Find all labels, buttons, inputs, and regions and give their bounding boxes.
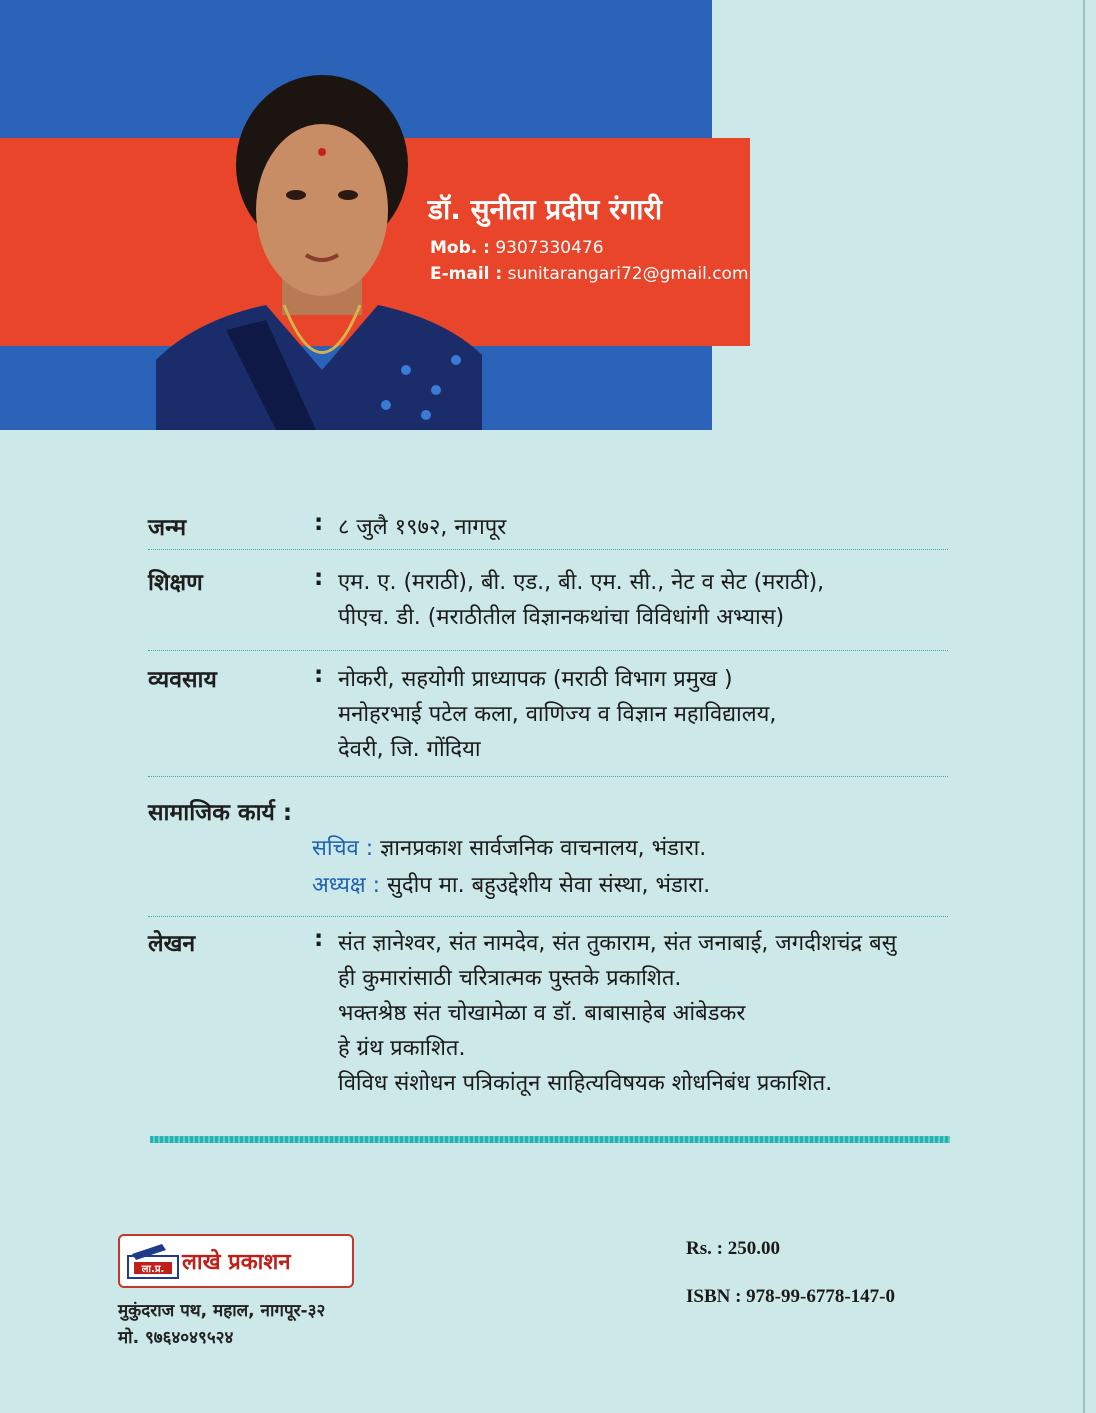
- publisher-book-icon: [126, 1242, 180, 1280]
- social-label: सामाजिक कार्य :: [148, 800, 293, 826]
- occupation-line: देवरी, जि. गोंदिया: [338, 737, 481, 762]
- social-role: सचिव :: [312, 836, 374, 861]
- writing-line: हे ग्रंथ प्रकाशित.: [338, 1036, 466, 1061]
- divider: [148, 650, 948, 651]
- social-row: [148, 795, 956, 831]
- divider: [148, 916, 948, 917]
- isbn: ISBN : 978-99-6778-147-0: [686, 1286, 895, 1307]
- colon: :: [314, 926, 324, 952]
- colon: :: [314, 662, 324, 688]
- author-mobile: [430, 238, 604, 258]
- publisher-name: लाखे प्रकाशन: [182, 1250, 291, 1275]
- email-address: sunitarangari72@gmail.com: [507, 264, 749, 284]
- education-line: पीएच. डी. (मराठीतील विज्ञानकथांचा विविधांगी अभ्यास): [338, 605, 785, 630]
- occupation-row: [148, 662, 956, 770]
- teal-divider-bar: [150, 1136, 950, 1143]
- writing-row: [148, 926, 956, 1106]
- divider: [148, 776, 948, 777]
- education-row: [148, 565, 956, 637]
- email-label: E-mail :: [430, 264, 503, 284]
- social-text: ज्ञानप्रकाश सार्वजनिक वाचनालय, भंडारा.: [373, 836, 707, 861]
- education-label: शिक्षण: [148, 570, 203, 596]
- spine-fold-line: [1083, 0, 1085, 1413]
- social-item: [312, 869, 710, 899]
- birth-label: जन्म: [148, 515, 187, 541]
- occupation-value: [338, 662, 776, 767]
- writing-line: संत ज्ञानेश्वर, संत नामदेव, संत तुकाराम, संत जनाबाई, जगदीशचंद्र बसु: [338, 931, 897, 956]
- publisher-address: मुकुंदराज पथ, महाल, नागपूर-३२: [118, 1301, 326, 1321]
- mobile-number: 9307330476: [495, 238, 604, 258]
- publisher-logo-box: [118, 1234, 354, 1288]
- social-text: सुदीप मा. बहुउद्देशीय सेवा संस्था, भंडारा.: [380, 873, 711, 898]
- divider: [148, 549, 948, 550]
- colon: :: [314, 510, 324, 536]
- price: Rs. : 250.00: [686, 1238, 780, 1259]
- birth-row: [148, 510, 956, 546]
- social-item: [312, 832, 706, 862]
- publisher-logo-text: ला.प्र.: [141, 1264, 165, 1275]
- occupation-line: नोकरी, सहयोगी प्राध्यापक (मराठी विभाग प्रमुख ): [338, 667, 733, 692]
- colon: :: [314, 565, 324, 591]
- writing-line: ही कुमारांसाठी चरित्रात्मक पुस्तके प्रकाशित.: [338, 966, 682, 991]
- writing-value: [338, 926, 897, 1101]
- education-value: [338, 565, 824, 635]
- education-line: एम. ए. (मराठी), बी. एड., बी. एम. सी., नेट व सेट (मराठी),: [338, 570, 825, 595]
- writing-label: लेखन: [148, 931, 196, 957]
- author-name: डॉ. सुनीता प्रदीप रंगारी: [428, 193, 663, 226]
- occupation-line: मनोहरभाई पटेल कला, वाणिज्य व विज्ञान महाविद्यालय,: [338, 702, 777, 727]
- author-email: [430, 264, 749, 284]
- occupation-label: व्यवसाय: [148, 667, 217, 693]
- writing-line: भक्तश्रेष्ठ संत चोखामेळा व डॉ. बाबासाहेब आंबेडकर: [338, 1001, 746, 1026]
- birth-value: ८ जुलै १९७२, नागपूर: [338, 515, 507, 540]
- mobile-label: Mob. :: [430, 238, 490, 258]
- writing-line: विविध संशोधन पत्रिकांतून साहित्यविषयक शोधनिबंध प्रकाशित.: [338, 1071, 833, 1096]
- social-role: अध्यक्ष :: [312, 873, 381, 898]
- publisher-phone: मो. ९७६४०४९५२४: [118, 1328, 234, 1348]
